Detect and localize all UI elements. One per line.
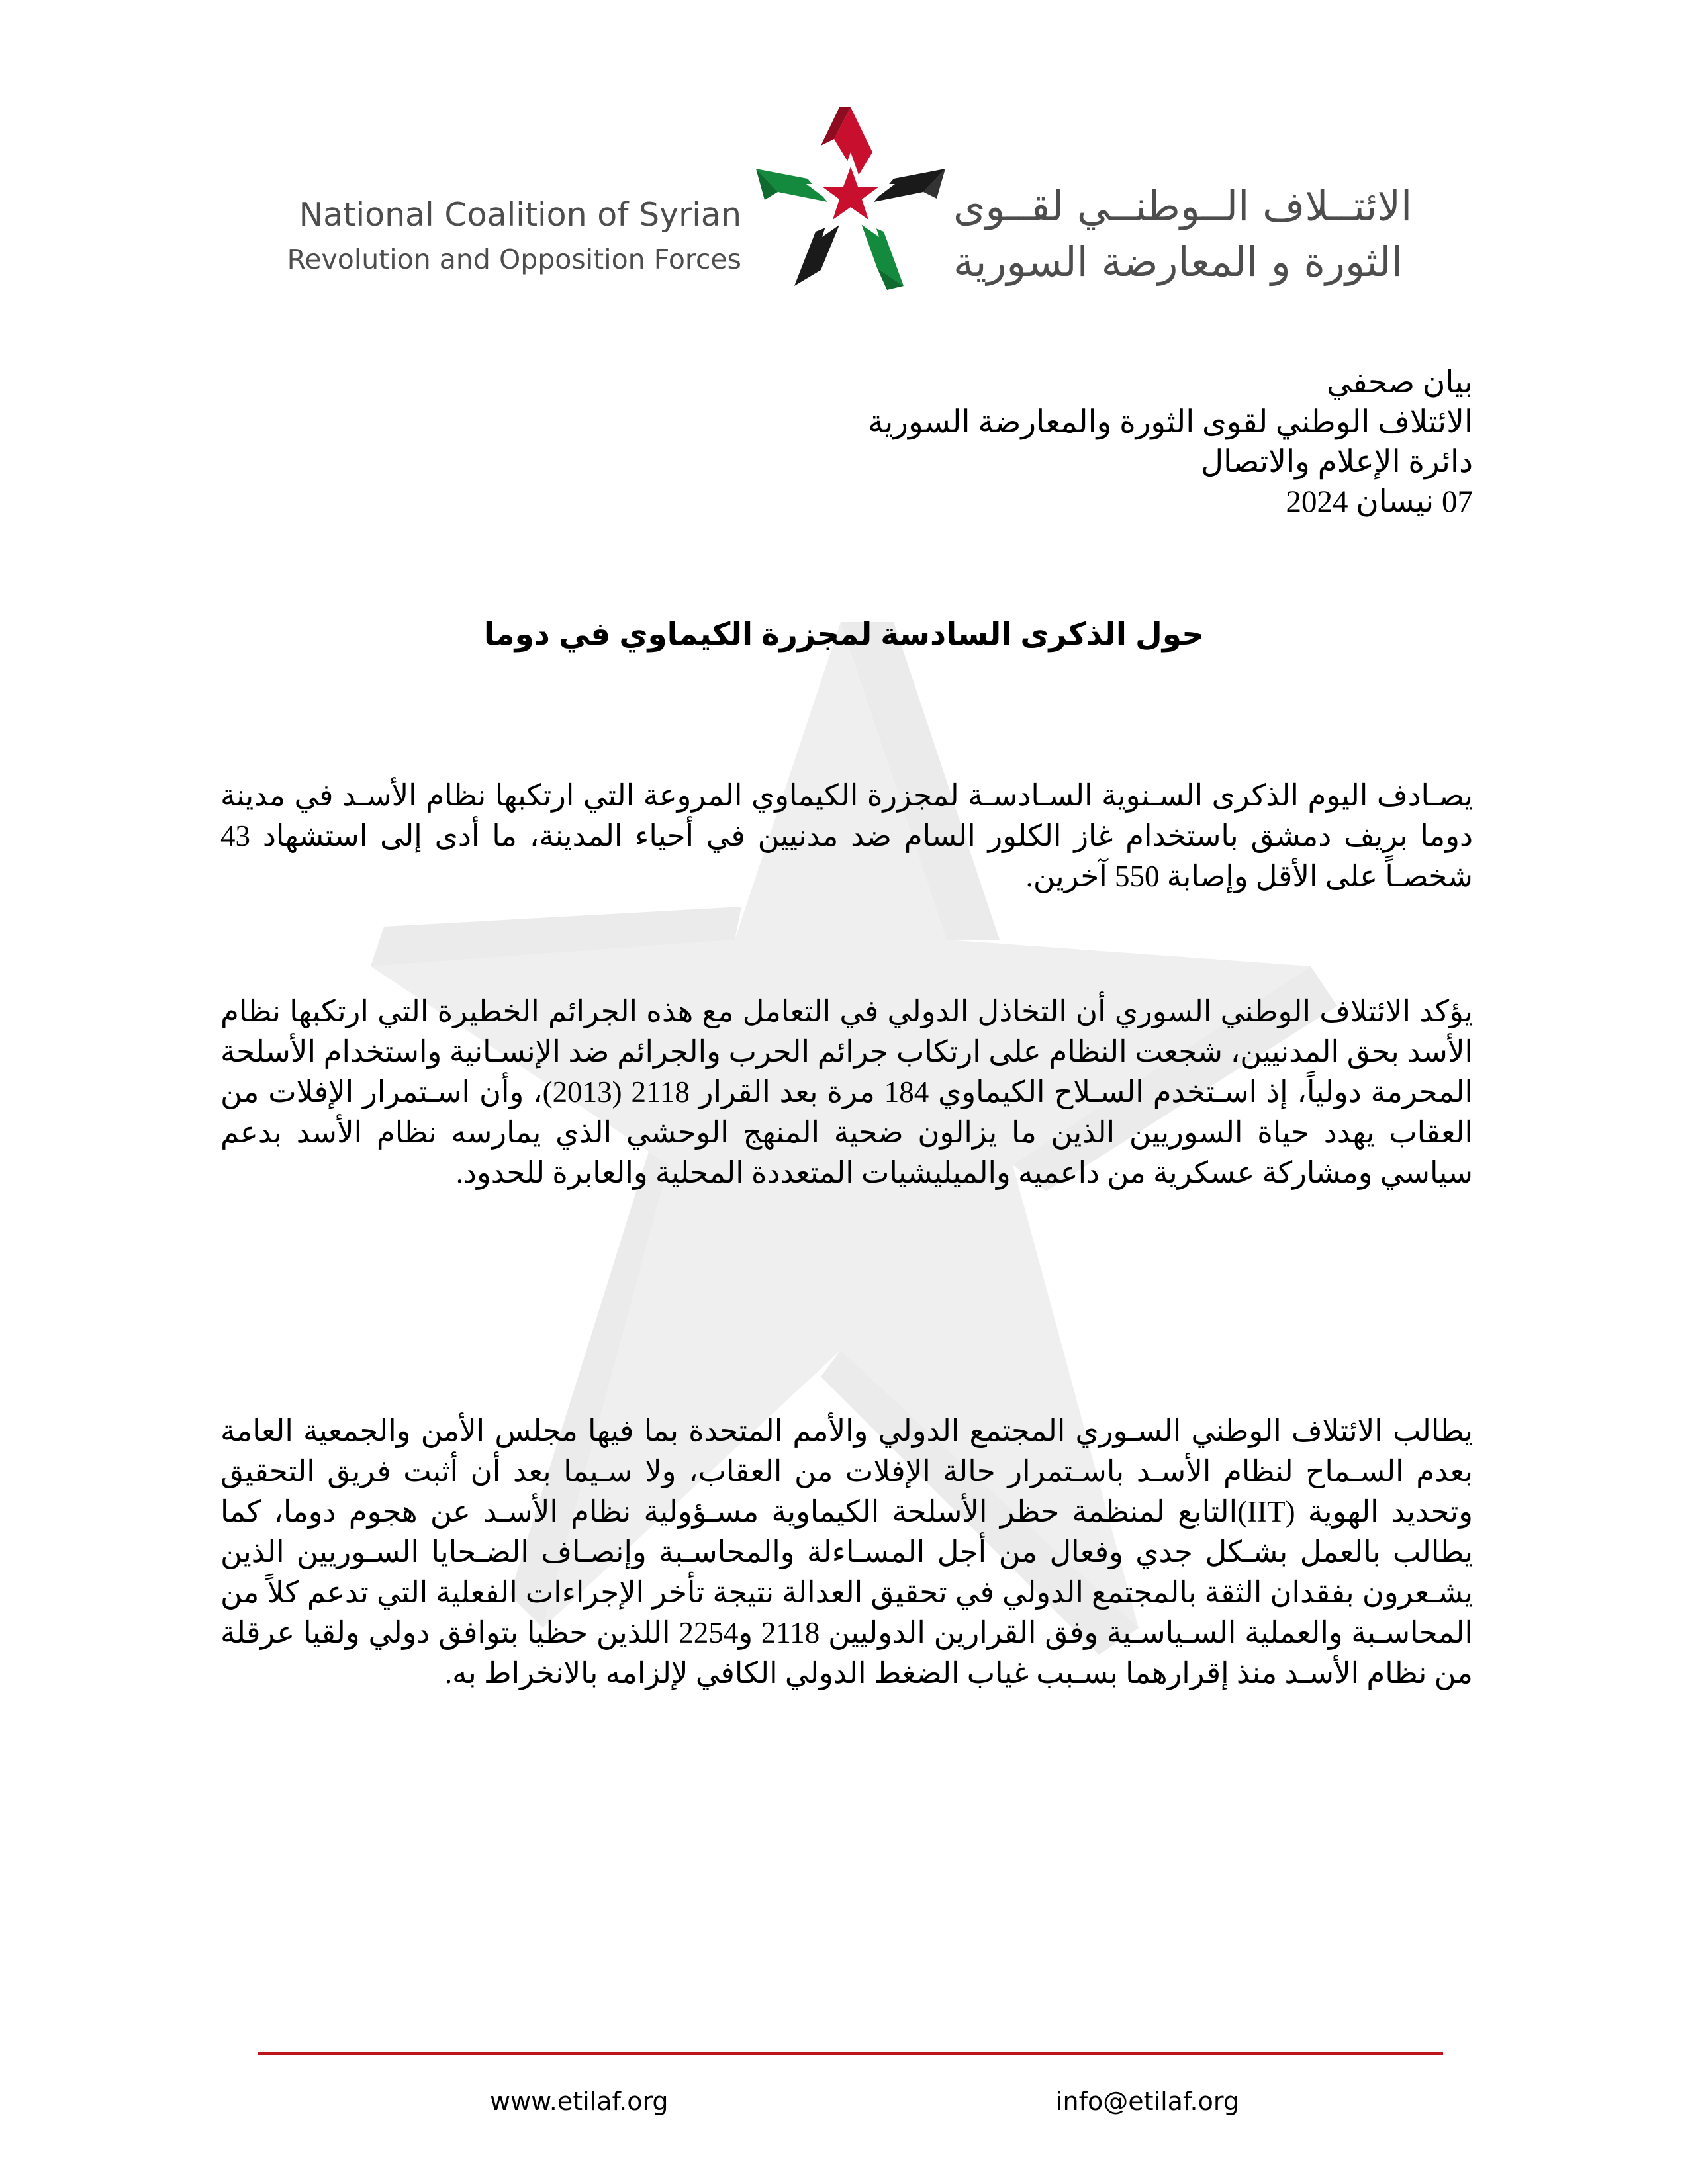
org-name-en-line1: National Coalition of Syrian <box>299 196 741 234</box>
org-name-ar <box>953 179 1417 290</box>
statement-org: الائتلاف الوطني لقوى الثورة والمعارضة السورية <box>868 405 1473 439</box>
statement-department: دائرة الإعلام والاتصال <box>1200 445 1473 479</box>
footer-email-link[interactable]: info@etilaf.org <box>1056 2087 1239 2116</box>
statement-type: بيان صحفي <box>1326 365 1473 400</box>
footer-divider <box>258 2052 1443 2055</box>
org-name-en-line2: Revolution and Opposition Forces <box>287 244 741 275</box>
footer-website-link[interactable]: www.etilaf.org <box>490 2087 669 2116</box>
org-name-ar-line1: الائتــلاف الــوطنــي لقــوى <box>953 182 1413 230</box>
statement-title: حول الذكرى السادسة لمجزرة الكيماوي في دوما <box>483 616 1205 651</box>
statement-date: 07 نيسان 2024 <box>1286 484 1473 519</box>
paragraph-2: يؤكد الائتلاف الوطني السوري أن التخاذل الدولي في التعامل مع هذه الجرائم الخطيرة التي ارتكبها نظام الأسد بحق المدنيين، شجعت النظام على ارتكاب جرائم الحرب والجرائم ضد الإنسـانية واستخدام الأسلحة المحرمة دولياً، إذ اسـتخدم السـلاح الكيماوي 184 مرة بعد القرار 2118 (2013)، وأن اسـتمرار الإفلات من العقاب يهدد حياة السوريين الذين ما يزالون ضحية المنهج الوحشي الذي يمارسه نظام الأسد بدعم سياسي ومشاركة عسكرية من داعميه والميليشيات المتعددة المحلية والعابرة للحدود. <box>220 995 1474 1189</box>
org-name-ar-line2: الثورة و المعارضة السورية <box>953 238 1403 286</box>
star-logo-icon <box>755 106 947 291</box>
statement-meta <box>679 363 1473 522</box>
paragraph-1: يصـادف اليوم الذكرى السـنوية السـادسـة لمجزرة الكيماوي المروعة التي ارتكبها نظام الأسـد في مدينة دوما بريف دمشق باستخدام غاز الكلور السام ضد مدنيين في أحياء المدينة، ما أدى إلى استشهاد 43 شخصـاً على الأقل وإصابة 550 آخرين. <box>220 779 1473 893</box>
paragraph-3: يطالب الائتلاف الوطني السـوري المجتمع الدولي والأمم المتحدة بما فيها مجلس الأمن والجمعية العامة بعدم السـماح لنظام الأسـد باسـتمرار حالة الإفلات من العقاب، ولا سـيما بعد أن أثبت فريق التحقيق وتحديد الهوية (IIT)التابع لمنظمة حظر الأسلحة الكيماوية مسـؤولية نظام الأسـد عن هجوم دوما، كما يطالب بالعمل بشـكل جدي وفعال من أجل المسـاءلة والمحاسـبة وإنصـاف الضـحايا السـوريين الذين يشـعرون بفقدان الثقة بالمجتمع الدولي في تحقيق العدالة نتيجة تأخر الإجراءات الفعلية التي تدعم كلاً من المحاسـبة والعملية السـياسـية وفق القرارين الدوليين 2118 و2254 اللذين حظيا بتوافق دولي ولقيا عرقلة من نظام الأسـد منذ إقرارهما بسـبب غياب الضغط الدولي الكافي لإلزامه بالانخراط به. <box>220 1414 1474 1690</box>
org-name-en <box>278 192 741 281</box>
